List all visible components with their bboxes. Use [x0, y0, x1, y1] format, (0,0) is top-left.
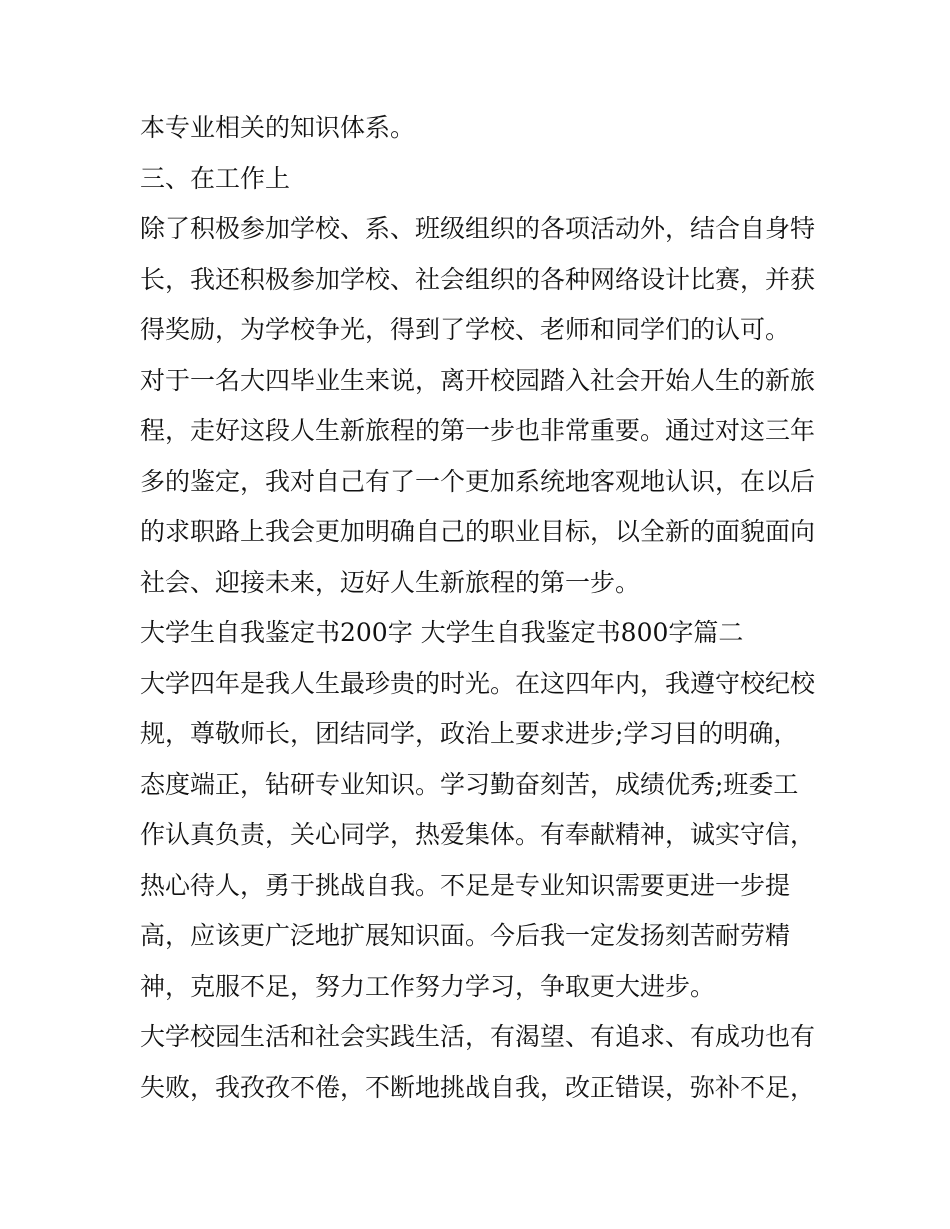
article-title: 大学生自我鉴定书200字 大学生自我鉴定书800字篇二	[140, 618, 744, 647]
document-body	[140, 103, 820, 1113]
text-line: 高，应该更广泛地扩展知识面。今后我一定发扬刻苦耐劳精	[140, 921, 791, 950]
text-line: 神，克服不足，努力工作努力学习，争取更大进步。	[140, 971, 716, 1001]
text-line: 失败，我孜孜不倦，不断地挑战自我，改正错误，弥补不足，	[140, 1072, 816, 1102]
text-line: 大学校园生活和社会实践生活，有渴望、有追求、有成功也有	[140, 1022, 816, 1051]
text-line: 的求职路上我会更加明确自己的职业目标，以全新的面貌面向	[140, 517, 816, 546]
section-heading: 三、在工作上	[140, 163, 291, 193]
text-line: 大学四年是我人生最珍贵的时光。在这四年内，我遵守校纪校	[140, 668, 816, 698]
text-line: 态度端正，钻研专业知识。学习勤奋刻苦，成绩优秀;班委工	[140, 769, 799, 799]
text-line: 程，走好这段人生新旅程的第一步也非常重要。通过对这三年	[140, 416, 816, 445]
text-line: 社会、迎接未来，迈好人生新旅程的第一步。	[140, 567, 641, 597]
text-line: 对于一名大四毕业生来说，离开校园踏入社会开始人生的新旅	[140, 365, 816, 395]
text-line: 热心待人，勇于挑战自我。不足是专业知识需要更进一步提	[140, 870, 791, 900]
text-line: 本专业相关的知识体系。	[140, 113, 416, 142]
text-line: 多的鉴定，我对自己有了一个更加系统地客观地认识，在以后	[140, 466, 816, 496]
text-line: 作认真负责，关心同学，热爱集体。有奉献精神，诚实守信，	[140, 820, 816, 849]
text-line: 除了积极参加学校、系、班级组织的各项活动外，结合自身特	[140, 214, 816, 243]
text-line: 规，尊敬师长，团结同学，政治上要求进步;学习目的明确，	[140, 719, 799, 748]
text-line: 得奖励，为学校争光，得到了学校、老师和同学们的认可。	[140, 315, 791, 344]
text-line: 长，我还积极参加学校、社会组织的各种网络设计比赛，并获	[140, 264, 816, 294]
